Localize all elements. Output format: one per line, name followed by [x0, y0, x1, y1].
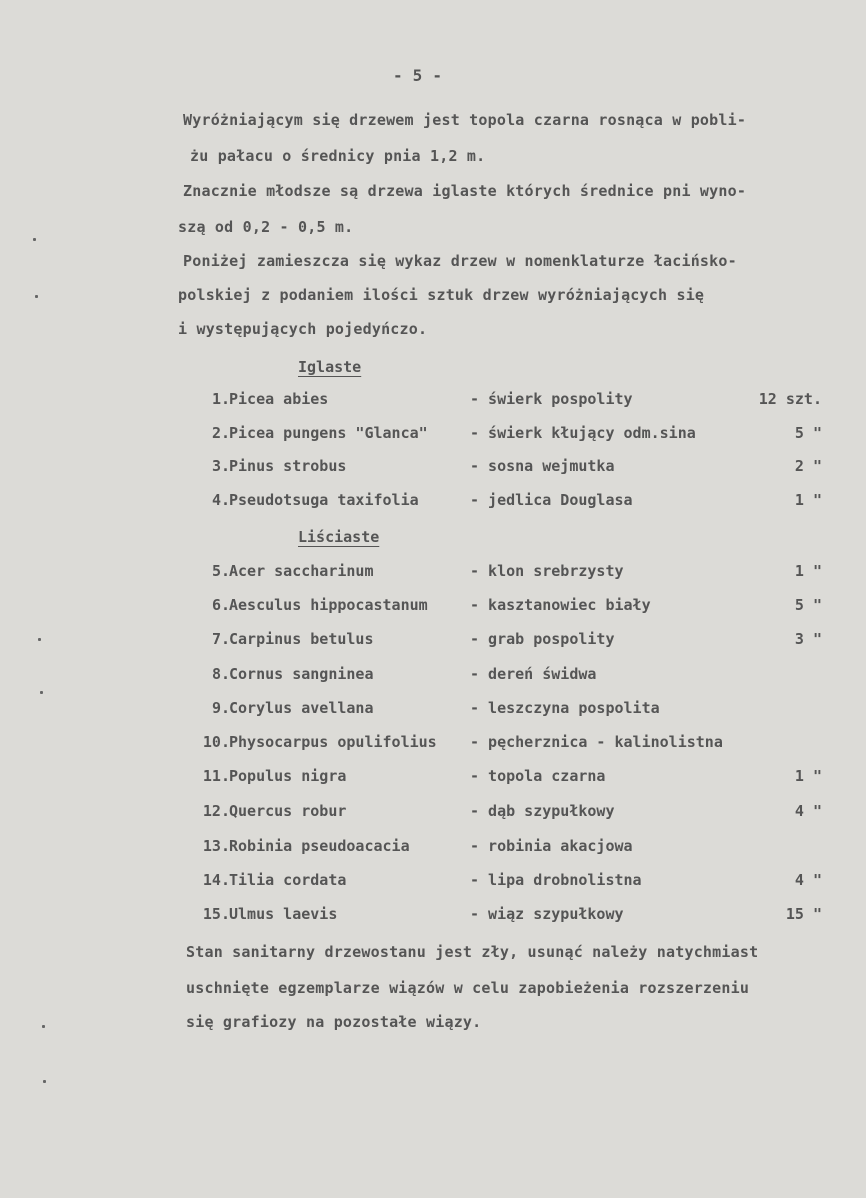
tree-row	[0, 457, 866, 479]
tree-polish-name: - kasztanowiec biały	[470, 596, 651, 614]
tree-row	[0, 699, 866, 721]
tree-quantity: 1 "	[794, 491, 822, 509]
tree-row	[0, 596, 866, 618]
tree-polish-name: - klon srebrzysty	[470, 562, 624, 580]
tree-number: 10.	[202, 733, 230, 751]
tree-latin-name: Pinus strobus	[229, 457, 347, 475]
tree-row	[0, 491, 866, 513]
tree-latin-name: Corylus avellana	[229, 699, 374, 717]
intro-line: żu pałacu o średnicy pnia 1,2 m.	[190, 147, 486, 165]
tree-quantity: 1 "	[794, 562, 822, 580]
tree-row	[0, 390, 866, 412]
tree-quantity: 15 "	[785, 905, 822, 923]
tree-quantity: 12 szt.	[758, 390, 822, 408]
tree-number: 6.	[211, 596, 230, 614]
tree-quantity: 2 "	[794, 457, 822, 475]
tree-polish-name: - pęcherznica - kalinolistna	[470, 733, 723, 751]
tree-quantity: 1 "	[794, 767, 822, 785]
closing-line: Stan sanitarny drzewostanu jest zły, usunąć należy natychmiast	[186, 943, 759, 961]
tree-number: 1.	[211, 390, 230, 408]
intro-line: i występujących pojedyńczo.	[178, 320, 428, 338]
tree-polish-name: - dereń świdwa	[470, 665, 597, 683]
tree-latin-name: Populus nigra	[229, 767, 347, 785]
tree-number: 15.	[202, 905, 230, 923]
tree-number: 9.	[211, 699, 230, 717]
intro-line: szą od 0,2 - 0,5 m.	[178, 218, 354, 236]
tree-latin-name: Acer saccharinum	[229, 562, 374, 580]
tree-latin-name: Robinia pseudoacacia	[229, 837, 410, 855]
tree-row	[0, 562, 866, 584]
tree-polish-name: - lipa drobnolistna	[470, 871, 642, 889]
intro-line: Wyróżniającym się drzewem jest topola czarna rosnąca w pobli-	[183, 111, 747, 129]
tree-polish-name: - świerk pospolity	[470, 390, 633, 408]
tree-number: 12.	[202, 802, 230, 820]
tree-row	[0, 837, 866, 859]
scan-speck	[38, 638, 41, 641]
intro-line: Znacznie młodsze są drzewa iglaste których średnice pni wyno-	[183, 182, 747, 200]
section-heading-coniferous: Iglaste	[298, 358, 362, 376]
intro-line: Poniżej zamieszcza się wykaz drzew w nomenklaturze łacińsko-	[183, 252, 737, 270]
tree-polish-name: - leszczyna pospolita	[470, 699, 660, 717]
tree-row	[0, 424, 866, 446]
tree-latin-name: Carpinus betulus	[229, 630, 374, 648]
tree-quantity: 5 "	[794, 596, 822, 614]
tree-polish-name: - wiąz szypułkowy	[470, 905, 624, 923]
tree-latin-name: Quercus robur	[229, 802, 347, 820]
tree-number: 8.	[211, 665, 230, 683]
tree-row	[0, 871, 866, 893]
tree-latin-name: Pseudotsuga taxifolia	[229, 491, 419, 509]
section-heading-deciduous: Liściaste	[298, 528, 380, 546]
tree-polish-name: - jedlica Douglasa	[470, 491, 633, 509]
tree-latin-name: Physocarpus opulifolius	[229, 733, 437, 751]
tree-latin-name: Aesculus hippocastanum	[229, 596, 428, 614]
tree-polish-name: - grab pospolity	[470, 630, 615, 648]
tree-latin-name: Tilia cordata	[229, 871, 347, 889]
tree-quantity: 3 "	[794, 630, 822, 648]
tree-quantity: 4 "	[794, 871, 822, 889]
tree-latin-name: Cornus sangninea	[229, 665, 374, 683]
scan-speck	[35, 295, 38, 298]
closing-line: uschnięte egzemplarze wiązów w celu zapobieżenia rozszerzeniu	[186, 979, 750, 997]
tree-row	[0, 802, 866, 824]
tree-row	[0, 905, 866, 927]
tree-latin-name: Picea abies	[229, 390, 329, 408]
tree-quantity: 4 "	[794, 802, 822, 820]
tree-row	[0, 733, 866, 755]
closing-line: się grafiozy na pozostałe wiązy.	[186, 1013, 482, 1031]
page-number: - 5 -	[393, 66, 443, 85]
tree-row	[0, 630, 866, 652]
tree-polish-name: - topola czarna	[470, 767, 606, 785]
scan-speck	[33, 238, 36, 241]
tree-number: 2.	[211, 424, 230, 442]
tree-row	[0, 665, 866, 687]
tree-number: 5.	[211, 562, 230, 580]
tree-number: 11.	[202, 767, 230, 785]
intro-line: polskiej z podaniem ilości sztuk drzew wyróżniających się	[178, 286, 705, 304]
tree-polish-name: - dąb szypułkowy	[470, 802, 615, 820]
tree-number: 3.	[211, 457, 230, 475]
tree-latin-name: Ulmus laevis	[229, 905, 338, 923]
tree-polish-name: - świerk kłujący odm.sina	[470, 424, 696, 442]
scan-speck	[42, 1025, 45, 1028]
tree-row	[0, 767, 866, 789]
tree-number: 14.	[202, 871, 230, 889]
tree-number: 4.	[211, 491, 230, 509]
tree-number: 7.	[211, 630, 230, 648]
tree-polish-name: - robinia akacjowa	[470, 837, 633, 855]
tree-polish-name: - sosna wejmutka	[470, 457, 615, 475]
tree-latin-name: Picea pungens "Glanca"	[229, 424, 428, 442]
tree-quantity: 5 "	[794, 424, 822, 442]
scan-speck	[40, 691, 43, 694]
tree-number: 13.	[202, 837, 230, 855]
scan-speck	[43, 1080, 46, 1083]
